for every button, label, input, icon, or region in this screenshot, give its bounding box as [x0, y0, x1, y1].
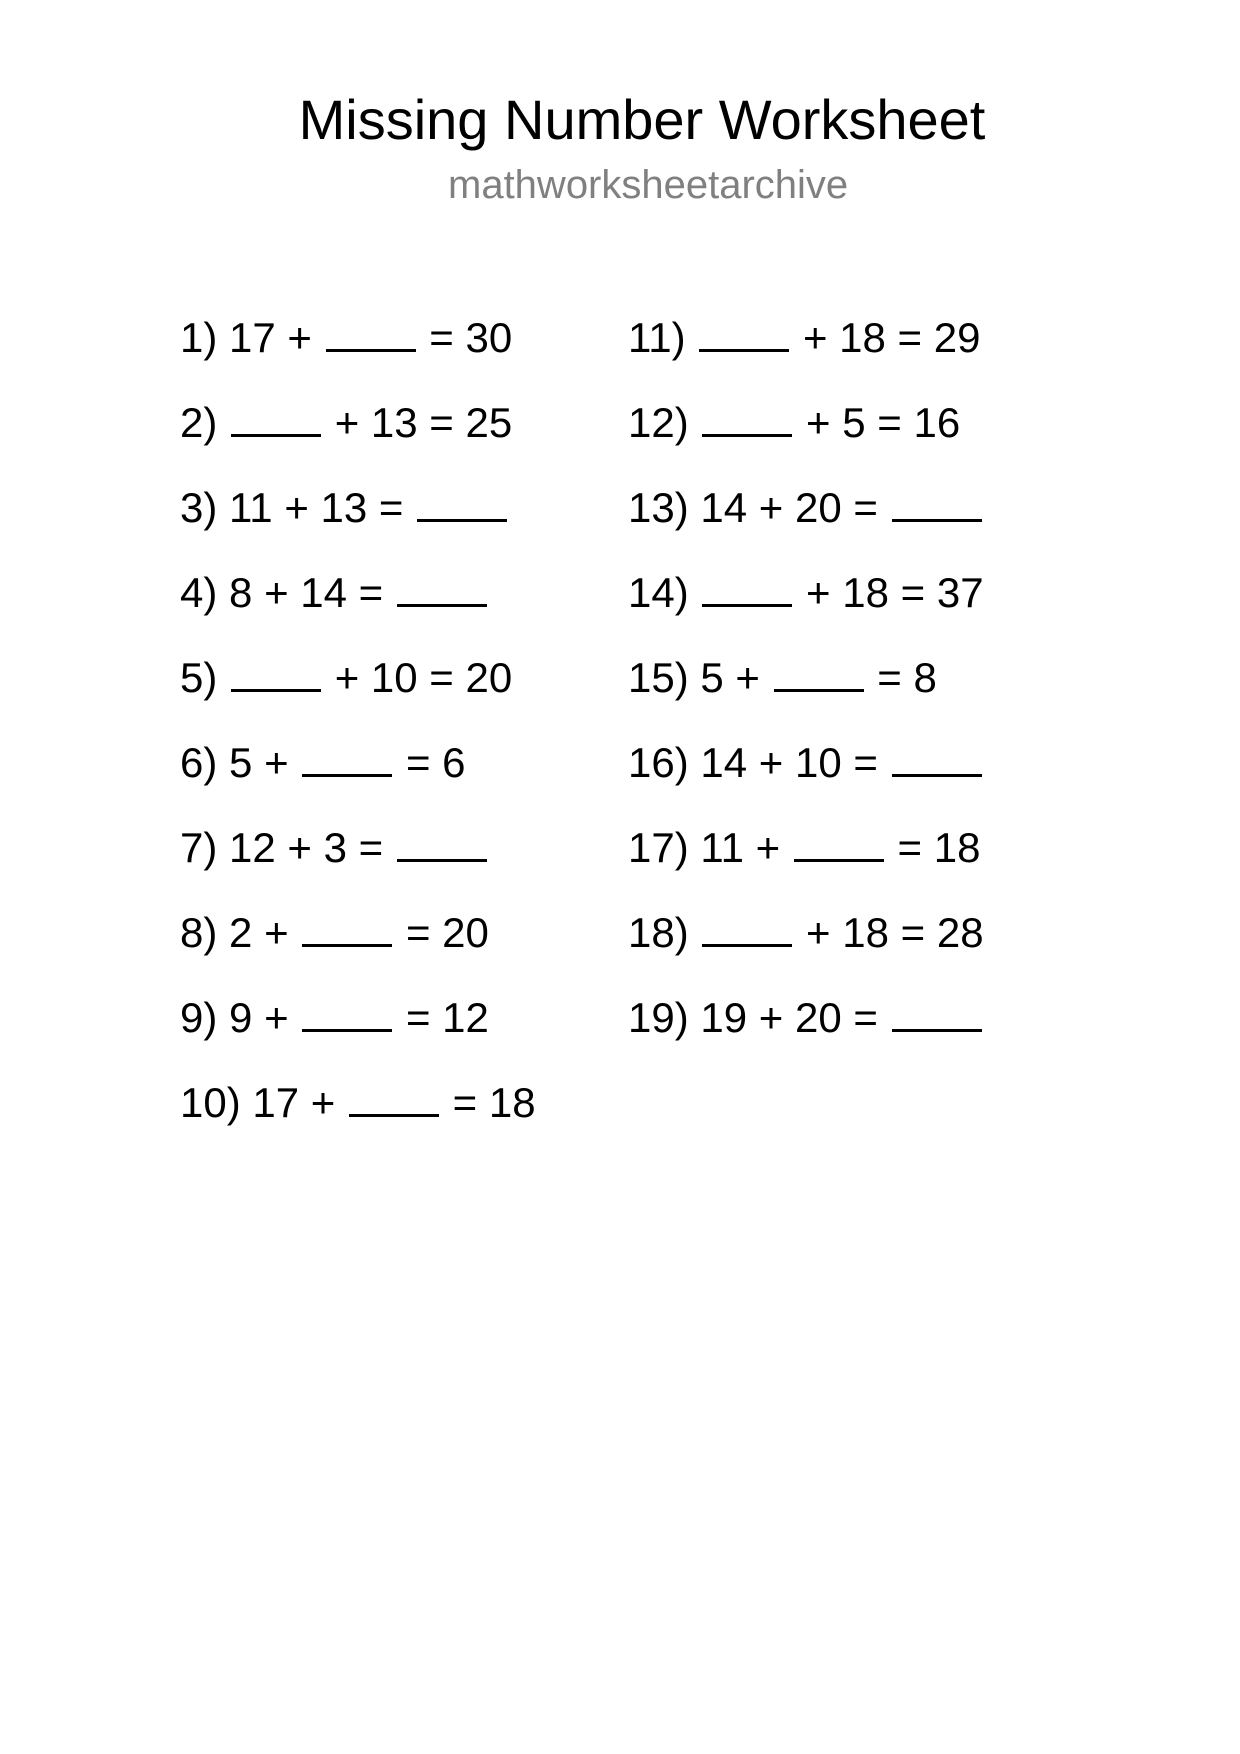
problem-number: 5) — [180, 654, 218, 701]
problem-number: 8) — [180, 909, 218, 956]
problem-equals: = — [405, 909, 431, 956]
problem-equals: = — [897, 314, 923, 361]
problem-operator: + — [264, 909, 289, 956]
problem-equals: = — [897, 824, 923, 871]
worksheet-source: mathworksheetarchive — [448, 163, 849, 207]
problem-6 — [180, 739, 466, 787]
problem-equals: = — [900, 909, 926, 956]
answer-blank[interactable] — [302, 910, 392, 947]
problem-number: 19) — [628, 994, 689, 1041]
answer-blank[interactable] — [417, 485, 507, 522]
problem-sum: 8 — [913, 654, 937, 701]
problem-number: 17) — [628, 824, 689, 871]
problem-sum: 28 — [936, 909, 984, 956]
problem-operator: + — [758, 994, 784, 1041]
problem-addend-b: 18 — [842, 909, 889, 956]
answer-blank[interactable] — [231, 400, 321, 437]
answer-blank[interactable] — [794, 825, 884, 862]
problem-sum: 37 — [936, 569, 984, 616]
problem-sum: 30 — [465, 314, 513, 361]
problem-18 — [628, 909, 984, 957]
answer-blank[interactable] — [302, 995, 392, 1032]
problem-addend-a: 12 — [229, 824, 276, 871]
problem-operator: + — [758, 739, 784, 786]
problem-addend-a: 19 — [700, 994, 748, 1041]
problem-12 — [628, 399, 960, 447]
problem-11 — [628, 314, 980, 362]
problem-operator: + — [334, 654, 360, 701]
answer-blank[interactable] — [326, 315, 416, 352]
problem-number: 10) — [180, 1079, 241, 1126]
problem-sum: 20 — [442, 909, 489, 956]
problem-16 — [628, 739, 984, 787]
problem-addend-a: 5 — [700, 654, 724, 701]
answer-blank[interactable] — [231, 655, 321, 692]
problem-sum: 6 — [442, 739, 466, 786]
problem-operator: + — [310, 1079, 336, 1126]
problem-number: 3) — [180, 484, 218, 531]
problem-operator: + — [806, 909, 831, 956]
problem-addend-b: 20 — [794, 994, 842, 1041]
answer-blank[interactable] — [699, 315, 789, 352]
problem-equals: = — [853, 994, 878, 1041]
problem-operator: + — [287, 824, 312, 871]
problem-operator: + — [264, 569, 289, 616]
problem-equals: = — [452, 1079, 478, 1126]
problem-number: 18) — [628, 909, 689, 956]
problem-equals: = — [405, 994, 431, 1041]
problem-number: 4) — [180, 569, 218, 616]
problem-sum: 29 — [933, 314, 981, 361]
problem-sum: 16 — [913, 399, 961, 446]
problem-5 — [180, 654, 512, 702]
answer-blank[interactable] — [397, 570, 487, 607]
problem-10 — [180, 1079, 536, 1127]
problem-17 — [628, 824, 980, 872]
answer-blank[interactable] — [892, 995, 982, 1032]
problem-operator: + — [284, 484, 309, 531]
problem-addend-a: 11 — [229, 484, 273, 531]
answer-blank[interactable] — [892, 485, 982, 522]
problem-equals: = — [877, 399, 902, 446]
answer-blank[interactable] — [774, 655, 864, 692]
problem-equals: = — [877, 654, 902, 701]
problem-operator: + — [264, 739, 289, 786]
problem-equals: = — [429, 654, 454, 701]
problem-2 — [180, 399, 512, 447]
problem-equals: = — [358, 824, 384, 871]
problem-addend-b: 3 — [323, 824, 347, 871]
problem-14 — [628, 569, 984, 617]
problem-operator: + — [735, 654, 760, 701]
problem-equals: = — [900, 569, 926, 616]
answer-blank[interactable] — [349, 1080, 439, 1117]
problem-addend-a: 17 — [229, 314, 276, 361]
problem-addend-b: 13 — [320, 484, 368, 531]
problem-number: 6) — [180, 739, 218, 786]
problem-addend-b: 14 — [300, 569, 347, 616]
problem-operator: + — [758, 484, 784, 531]
problem-equals: = — [378, 484, 404, 531]
problem-number: 13) — [628, 484, 689, 531]
problem-15 — [628, 654, 937, 702]
problem-sum: 18 — [488, 1079, 536, 1126]
problem-operator: + — [755, 824, 781, 871]
answer-blank[interactable] — [397, 825, 487, 862]
problem-addend-b: 10 — [794, 739, 842, 786]
problem-number: 7) — [180, 824, 218, 871]
problem-addend-b: 13 — [370, 399, 418, 446]
problem-9 — [180, 994, 489, 1042]
problem-addend-b: 10 — [370, 654, 418, 701]
problem-sum: 12 — [442, 994, 489, 1041]
problem-operator: + — [802, 314, 828, 361]
problem-8 — [180, 909, 489, 957]
problem-addend-a: 8 — [229, 569, 253, 616]
problem-operator: + — [264, 994, 289, 1041]
problem-1 — [180, 314, 512, 362]
problem-number: 14) — [628, 569, 689, 616]
problem-number: 11) — [628, 314, 686, 361]
problem-equals: = — [405, 739, 431, 786]
problem-addend-b: 18 — [839, 314, 886, 361]
problem-equals: = — [853, 739, 878, 786]
problem-equals: = — [358, 569, 384, 616]
problem-addend-b: 5 — [842, 399, 866, 446]
worksheet-title: Missing Number Worksheet — [298, 88, 986, 151]
problem-addend-a: 14 — [700, 484, 748, 531]
problem-addend-a: 17 — [252, 1079, 300, 1126]
problem-number: 15) — [628, 654, 689, 701]
problem-operator: + — [806, 399, 831, 446]
problem-7 — [180, 824, 489, 872]
problem-number: 1) — [180, 314, 218, 361]
answer-blank[interactable] — [702, 910, 792, 947]
problem-number: 2) — [180, 399, 218, 446]
problem-19 — [628, 994, 984, 1042]
problem-sum: 20 — [465, 654, 513, 701]
problem-4 — [180, 569, 489, 617]
problem-13 — [628, 484, 984, 532]
problem-equals: = — [429, 314, 454, 361]
problem-operator: + — [806, 569, 831, 616]
problem-operator: + — [287, 314, 312, 361]
problem-addend-b: 20 — [794, 484, 842, 531]
problem-equals: = — [853, 484, 878, 531]
problem-operator: + — [334, 399, 360, 446]
problem-number: 9) — [180, 994, 218, 1041]
problem-number: 12) — [628, 399, 689, 446]
problem-equals: = — [429, 399, 454, 446]
problem-sum: 25 — [465, 399, 513, 446]
problem-addend-a: 5 — [229, 739, 253, 786]
answer-blank[interactable] — [702, 400, 792, 437]
answer-blank[interactable] — [702, 570, 792, 607]
problem-addend-a: 9 — [229, 994, 253, 1041]
problem-addend-a: 14 — [700, 739, 748, 786]
answer-blank[interactable] — [302, 740, 392, 777]
problem-addend-a: 11 — [700, 824, 744, 871]
problem-number: 16) — [628, 739, 689, 786]
problem-addend-b: 18 — [842, 569, 889, 616]
problem-sum: 18 — [933, 824, 981, 871]
problem-3 — [180, 484, 509, 532]
problem-addend-a: 2 — [229, 909, 253, 956]
answer-blank[interactable] — [892, 740, 982, 777]
